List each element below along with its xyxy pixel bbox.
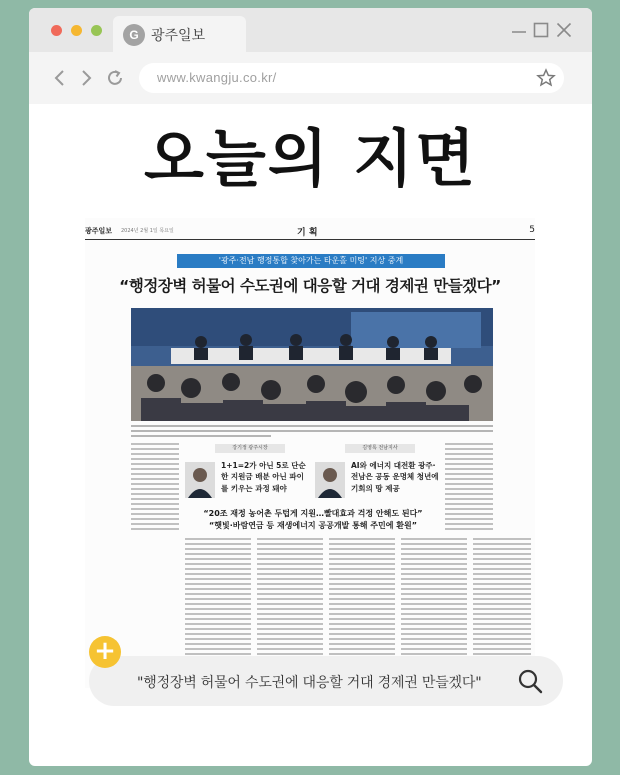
navigation-bar (29, 52, 592, 104)
close-icon[interactable] (556, 22, 572, 38)
quote-box-left (185, 444, 311, 514)
town-hall-photo (131, 308, 493, 421)
forward-arrow-icon[interactable] (75, 67, 97, 89)
article-body-column (329, 538, 395, 673)
add-button[interactable]: + (89, 636, 121, 668)
subheadline (185, 508, 441, 531)
page-number: 5 (529, 225, 535, 235)
tab-title: 광주일보 (151, 28, 206, 44)
issue-date: 2024년 2월 1일 목요일 (121, 228, 174, 234)
search-icon[interactable] (517, 668, 543, 694)
article-banner: '광주·전남 행정통합 찾아가는 타운홀 미팅' 지상 중계 (177, 254, 445, 268)
bookmark-star-icon[interactable] (536, 68, 556, 88)
maximize-icon[interactable] (533, 22, 549, 38)
zoom-window-dot[interactable] (91, 25, 102, 36)
subheadline-line-2: “햇빛·바람연금 등 재생에너지 공공개발 통해 주민에 환원” (208, 520, 417, 530)
masthead: 광주일보 (85, 227, 113, 235)
browser-window (29, 8, 592, 766)
minimize-icon[interactable] (511, 22, 527, 38)
article-body-column (257, 538, 323, 673)
back-arrow-icon[interactable] (49, 67, 71, 89)
search-query: "행정장벽 허물어 수도권에 대응할 거대 경제권 만들겠다" (137, 675, 482, 691)
speaker-label: 강기정 광주시장 (215, 444, 285, 453)
article-title: “행정장벽 허물어 수도권에 대응할 거대 경제권 만들겠다” (119, 277, 501, 295)
subheadline-line-1: “20조 재정 농어촌 두텁게 지원…빨대효과 걱정 안해도 된다” (203, 509, 423, 518)
quote-text: AI와 에너지 대전환 광주·전남은 공동 운명체 청년에 기회의 땅 제공 (351, 461, 439, 493)
speaker-portrait (315, 462, 345, 498)
photo-caption (131, 423, 493, 437)
section-label: 기 획 (297, 228, 318, 238)
reload-icon[interactable] (104, 67, 126, 89)
site-favicon-icon: G (123, 24, 145, 46)
article-column-right (445, 443, 493, 533)
browser-tab[interactable] (113, 16, 246, 52)
url-text: www.kwangju.co.kr/ (157, 70, 277, 85)
address-bar[interactable] (139, 63, 564, 93)
title-bar (29, 8, 592, 52)
article-column-left (131, 443, 179, 533)
quote-text: 1+1=2가 아닌 5로 단순한 지원금 배분 아닌 파이를 키우는 과정 돼야 (221, 461, 306, 493)
article-body-column (401, 538, 467, 673)
article-body-column (473, 538, 531, 658)
page-headline: 오늘의 지면 (143, 122, 478, 195)
search-bar[interactable] (89, 656, 563, 706)
speaker-label: 김영록 전남지사 (345, 444, 415, 453)
newspaper-header (85, 222, 535, 240)
newspaper-page[interactable] (85, 218, 535, 688)
close-window-dot[interactable] (51, 25, 62, 36)
minimize-window-dot[interactable] (71, 25, 82, 36)
speaker-portrait (185, 462, 215, 498)
article-body-column (185, 538, 251, 673)
quote-box-right (315, 444, 441, 514)
